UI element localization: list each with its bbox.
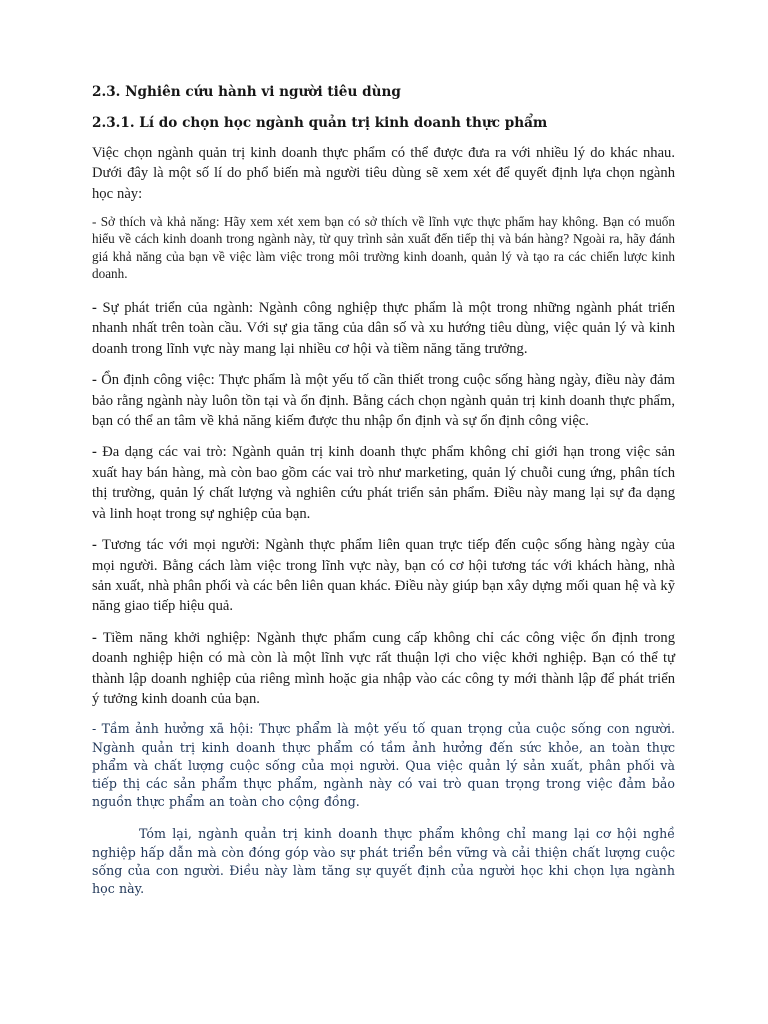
bullet-diverse-roles — [92, 442, 675, 524]
bullet-marker: - — [92, 300, 97, 317]
bullet-text: Tương tác với mọi người: Ngành thực phẩm liên quan trực tiếp đến cuộc sống hàng ngày của mọi người. Bằng cách làm việc trong lĩnh vực này, bạn có cơ hội tương tác với khách hàng, nhà sản xuất, nhà phân phối và các bên liên quan khác. Điều này giúp bạn xây dựng mối quan hệ và kỹ năng giao tiếp hiệu quả. — [92, 537, 675, 615]
bullet-marker: - — [92, 372, 97, 389]
bullet-interaction — [92, 535, 675, 617]
bullet-marker: - — [92, 629, 97, 646]
bullet-job-stability — [92, 370, 675, 431]
document-page — [92, 82, 675, 912]
intro-paragraph: Việc chọn ngành quản trị kinh doanh thực phẩm có thể được đưa ra với nhiều lý do khác nhau. Dưới đây là một số lí do phổ biến mà người tiêu dùng sẽ xem xét để quyết định lựa chọn ngành học này: — [92, 145, 675, 202]
bullet-marker: - — [92, 444, 97, 461]
interest-point-paragraph: - Sở thích và khả năng: Hãy xem xét xem bạn có sở thích về lĩnh vực thực phẩm hay không. Bạn có muốn hiểu về cách kinh doanh trong ngành này, từ quy trình sản xuất đến tiếp thị và bán hàng? Ngoài ra, hãy đánh giá khả năng của bạn về việc làm việc trong môi trường kinh doanh, quản lý và tạo ra các chiến lược kinh doanh. — [92, 214, 675, 281]
bullet-text: Sự phát triển của ngành: Ngành công nghiệp thực phẩm là một trong những ngành phát triển nhanh nhất trên toàn cầu. Với sự gia tăng của dân số và xu hướng tiêu dùng, việc quản lý và kinh doanh trong lĩnh vực này mang lại nhiều cơ hội và tiềm năng tăng trưởng. — [92, 300, 675, 357]
conclusion-paragraph: Tóm lại, ngành quản trị kinh doanh thực phẩm không chỉ mang lại cơ hội nghề nghiệp hấp dẫn mà còn đóng góp vào sự phát triển bền vững và cải thiện chất lượng cuộc sống của con người. Điều này làm tăng sự quyết định của người học khi chọn lựa ngành học này. — [92, 826, 675, 896]
bullet-industry-growth — [92, 298, 675, 359]
bullet-startup-potential — [92, 628, 675, 710]
subsection-heading: 2.3.1. Lí do chọn học ngành quản trị kinh doanh thực phẩm — [92, 115, 548, 131]
bullet-text: Ổn định công việc: Thực phẩm là một yếu tố cần thiết trong cuộc sống hàng ngày, điều này đảm bảo rằng ngành này luôn tồn tại và ổn định. Bằng cách chọn ngành quản trị kinh doanh thực phẩm, bạn có thể an tâm về khả năng kiếm được thu nhập ổn định và sự ổn định công việc. — [92, 372, 675, 430]
bullet-marker: - — [92, 537, 97, 554]
bullet-text: Tiềm năng khởi nghiệp: Ngành thực phẩm cung cấp không chỉ các công việc ổn định trong doanh nghiệp hiện có mà còn là một lĩnh vực rất thuận lợi cho việc khởi nghiệp. Bạn có thể tự thành lập doanh nghiệp của riêng mình hoặc gia nhập vào các công ty mới thành lập để phát triển ý tưởng kinh doanh của bạn. — [92, 629, 675, 707]
social-influence-paragraph: - Tầm ảnh hưởng xã hội: Thực phẩm là một yếu tố quan trọng của cuộc sống con người. Ngành quản trị kinh doanh thực phẩm có tầm ảnh hưởng đến sức khỏe, an toàn thực phẩm và chất lượng cuộc sống của mọi người. Qua việc quản lý sản xuất, phân phối và tiếp thị các sản phẩm thực phẩm, ngành này có vai trò quan trọng trong việc đảm bảo nguồn thực phẩm an toàn cho cộng đồng. — [92, 721, 675, 810]
section-heading: 2.3. Nghiên cứu hành vi người tiêu dùng — [92, 84, 401, 100]
bullet-text: Đa dạng các vai trò: Ngành quản trị kinh doanh thực phẩm không chỉ giới hạn trong việc sản xuất hay bán hàng, mà còn bao gồm các vai trò như marketing, quản lý chuỗi cung ứng, phân tích thị trường, quản lý chất lượng và nghiên cứu phát triển sản phẩm. Điều này mang lại sự đa dạng và linh hoạt trong sự nghiệp của bạn. — [92, 444, 675, 522]
